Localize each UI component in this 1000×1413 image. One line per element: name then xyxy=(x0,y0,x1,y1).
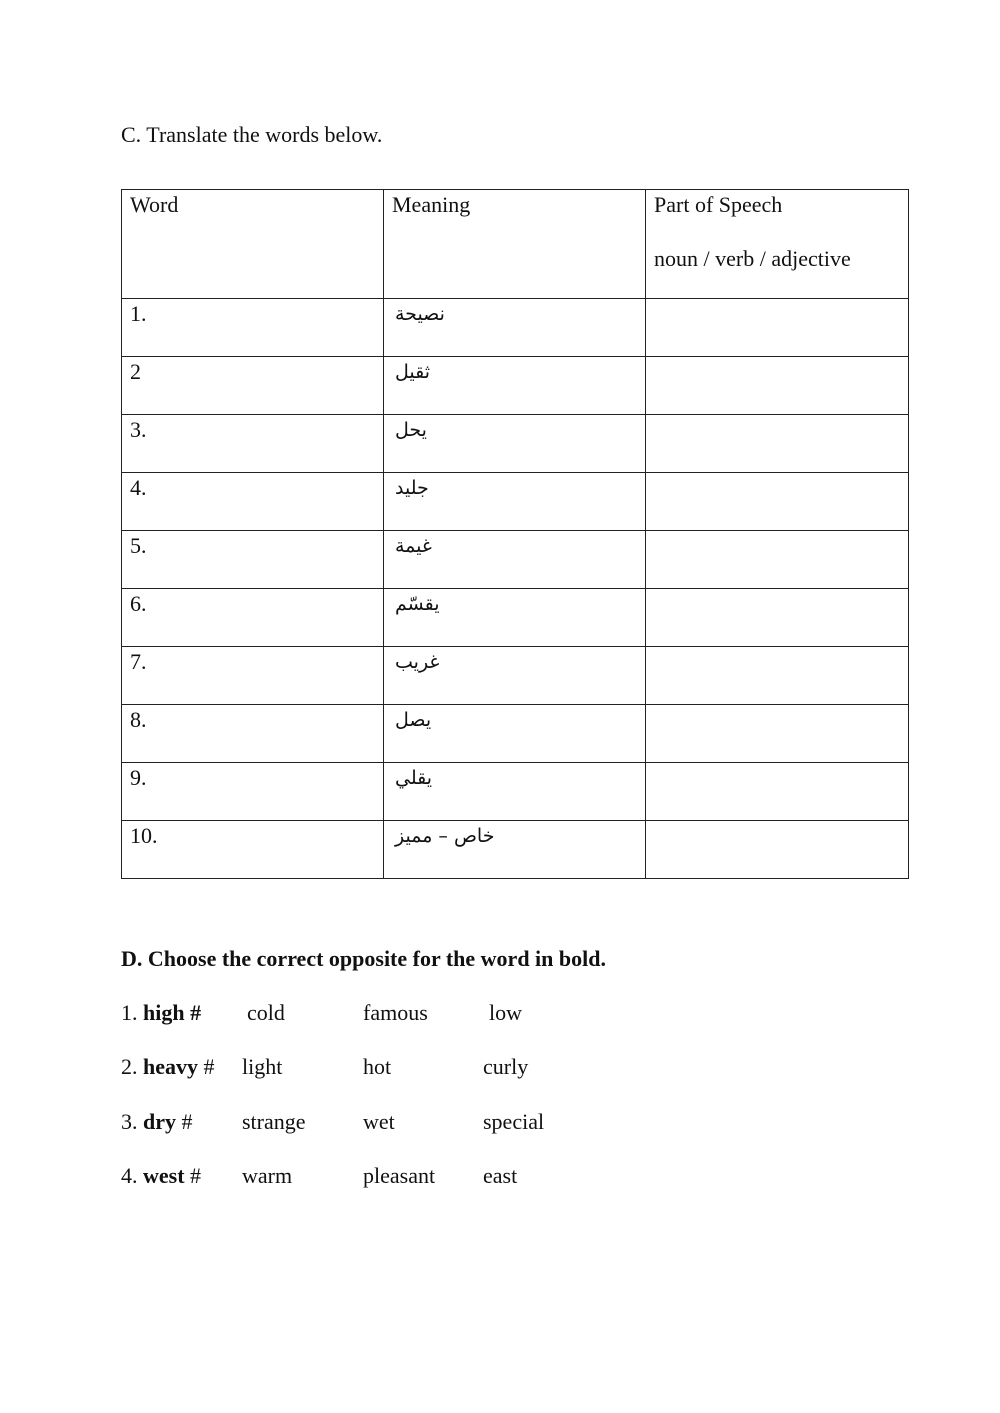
option-1[interactable]: strange xyxy=(242,1109,306,1134)
question-hash: # xyxy=(184,1163,202,1188)
table-row xyxy=(122,415,909,473)
table-row xyxy=(122,705,909,763)
meaning-cell xyxy=(384,473,646,531)
meaning-cell xyxy=(384,415,646,473)
option-1[interactable]: cold xyxy=(247,1000,285,1025)
part-of-speech-cell[interactable] xyxy=(646,821,909,879)
row-number: 1. xyxy=(130,301,147,326)
header-meaning xyxy=(384,190,646,299)
question-prompt xyxy=(121,998,201,1028)
question-number: 4. xyxy=(121,1163,143,1188)
row-number: 2 xyxy=(130,359,141,384)
row-number: 9. xyxy=(130,765,147,790)
table-row xyxy=(122,531,909,589)
row-number: 10. xyxy=(130,823,158,848)
row-number: 3. xyxy=(130,417,147,442)
row-number: 5. xyxy=(130,533,147,558)
word-cell[interactable] xyxy=(122,299,384,357)
arabic-meaning: يصل xyxy=(395,709,432,731)
question-prompt xyxy=(121,1052,215,1082)
meaning-cell xyxy=(384,589,646,647)
row-number: 7. xyxy=(130,649,147,674)
arabic-meaning: جليد xyxy=(395,477,429,499)
row-number: 8. xyxy=(130,707,147,732)
meaning-cell xyxy=(384,705,646,763)
word-cell[interactable] xyxy=(122,705,384,763)
question-number: 3. xyxy=(121,1109,143,1134)
arabic-meaning: يحل xyxy=(395,419,427,441)
bold-word: west xyxy=(143,1163,185,1188)
meaning-cell xyxy=(384,763,646,821)
header-pos-options: noun / verb / adjective xyxy=(654,246,851,271)
option-3[interactable]: low xyxy=(489,1000,522,1025)
part-of-speech-cell[interactable] xyxy=(646,473,909,531)
arabic-meaning: نصيحة xyxy=(395,303,445,325)
arabic-meaning: يقلي xyxy=(395,767,433,789)
opposite-question-3 xyxy=(121,1107,721,1137)
question-prompt xyxy=(121,1161,201,1191)
arabic-meaning: غريب xyxy=(395,651,440,673)
part-of-speech-cell[interactable] xyxy=(646,299,909,357)
section-c-title: C. Translate the words below. xyxy=(121,122,383,147)
header-part-of-speech xyxy=(646,190,909,299)
option-3[interactable]: east xyxy=(483,1163,518,1188)
option-3[interactable]: curly xyxy=(483,1054,529,1079)
bold-word: heavy xyxy=(143,1054,198,1079)
word-cell[interactable] xyxy=(122,763,384,821)
header-pos-label: Part of Speech xyxy=(654,192,783,217)
table-header-row xyxy=(122,190,909,299)
part-of-speech-cell[interactable] xyxy=(646,705,909,763)
opposite-question-2 xyxy=(121,1052,721,1082)
option-2[interactable]: wet xyxy=(363,1109,395,1134)
word-cell[interactable] xyxy=(122,415,384,473)
option-2[interactable]: hot xyxy=(363,1054,392,1079)
arabic-meaning: يقسّم xyxy=(395,593,440,615)
opposite-question-4 xyxy=(121,1161,721,1191)
table-row xyxy=(122,473,909,531)
vocabulary-table xyxy=(121,189,909,879)
bold-word: dry xyxy=(143,1109,176,1134)
meaning-cell xyxy=(384,821,646,879)
table-row xyxy=(122,299,909,357)
section-d-title: D. Choose the correct opposite for the word in bold. xyxy=(121,946,606,971)
table-row xyxy=(122,821,909,879)
question-hash: # xyxy=(198,1054,215,1079)
row-number: 6. xyxy=(130,591,147,616)
table-row xyxy=(122,647,909,705)
header-meaning-label: Meaning xyxy=(392,192,471,217)
part-of-speech-cell[interactable] xyxy=(646,589,909,647)
word-cell[interactable] xyxy=(122,357,384,415)
option-3[interactable]: special xyxy=(483,1109,545,1134)
row-number: 4. xyxy=(130,475,147,500)
part-of-speech-cell[interactable] xyxy=(646,415,909,473)
word-cell[interactable] xyxy=(122,473,384,531)
arabic-meaning: خاص – مميز xyxy=(395,825,495,847)
table-row xyxy=(122,357,909,415)
word-cell[interactable] xyxy=(122,589,384,647)
part-of-speech-cell[interactable] xyxy=(646,647,909,705)
meaning-cell xyxy=(384,299,646,357)
table-row xyxy=(122,763,909,821)
meaning-cell xyxy=(384,357,646,415)
part-of-speech-cell[interactable] xyxy=(646,531,909,589)
arabic-meaning: ثقيل xyxy=(395,361,431,383)
option-2[interactable]: famous xyxy=(363,1000,428,1025)
question-number: 1. xyxy=(121,1000,143,1025)
bold-word: high # xyxy=(143,1000,202,1025)
opposite-question-1 xyxy=(121,998,721,1028)
header-word-label: Word xyxy=(130,192,179,217)
arabic-meaning: غيمة xyxy=(395,535,432,557)
option-2[interactable]: pleasant xyxy=(363,1163,436,1188)
meaning-cell xyxy=(384,647,646,705)
word-cell[interactable] xyxy=(122,531,384,589)
meaning-cell xyxy=(384,531,646,589)
word-cell[interactable] xyxy=(122,821,384,879)
part-of-speech-cell[interactable] xyxy=(646,357,909,415)
table-row xyxy=(122,589,909,647)
word-cell[interactable] xyxy=(122,647,384,705)
question-number: 2. xyxy=(121,1054,143,1079)
header-word xyxy=(122,190,384,299)
part-of-speech-cell[interactable] xyxy=(646,763,909,821)
question-hash: # xyxy=(176,1109,193,1134)
question-prompt xyxy=(121,1107,193,1137)
option-1[interactable]: warm xyxy=(242,1163,293,1188)
option-1[interactable]: light xyxy=(242,1054,283,1079)
